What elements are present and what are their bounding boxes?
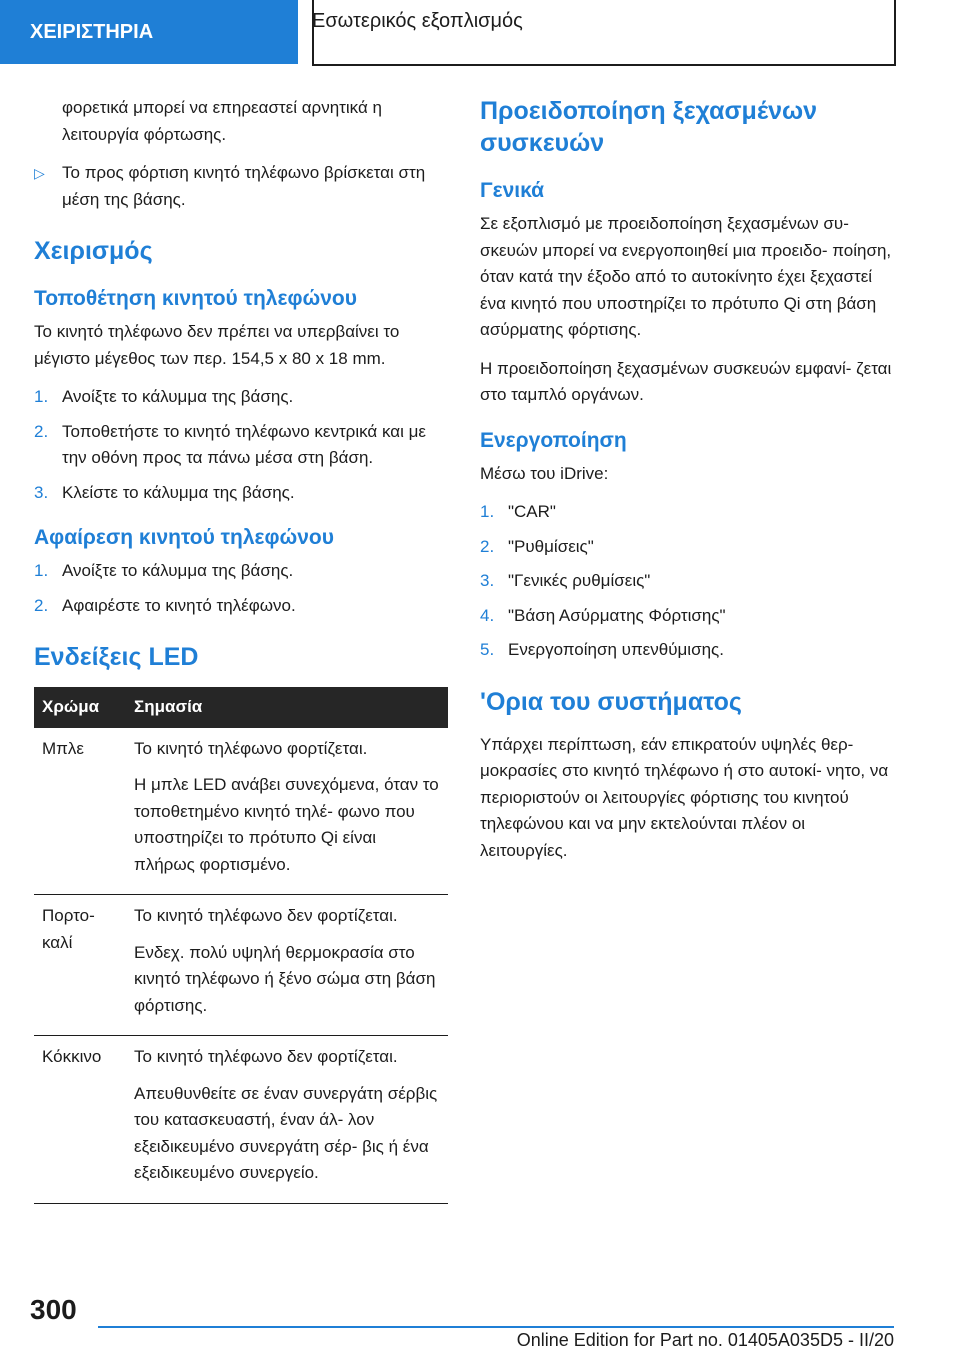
list-item — [34, 419, 448, 472]
heading-activation: Ενεργοποίηση — [480, 428, 627, 452]
heading-forgotten-devices: Προειδοποίηση ξεχασμένων συσκευών — [480, 97, 818, 157]
intro-continuation: φορετικά μπορεί να επηρεαστεί αρνητικά η λειτουργία φόρτωσης. — [62, 98, 382, 144]
general-paragraph-1: Σε εξοπλισμό με προειδοποίηση ξεχασμένων συ- σκευών μπορεί να ενεργοποιηθεί μια προειδο- ποίηση, όταν κατά την έξοδο από το αυτοκίνητο έχει ξεχαστεί ένα κινητό που υποστηρίζει το πρότυπο Qi στη βάση ασύρματης φόρτισης. — [480, 214, 892, 339]
limits-text: Υπάρχει περίπτωση, εάν επικρατούν υψηλές θερ- μοκρασίες στο κινητό τηλέφωνο ή στο αυτοκί- νητο, να περιοριστούν οι λειτουργίες φόρτισης του κινητού τηλεφώνου και να μην εκτελούνται πλέον οι λειτουργίες. — [480, 734, 889, 860]
step-text: "Ρυθμίσεις" — [508, 536, 594, 556]
cell-color: Κόκκινο — [34, 1036, 126, 1204]
step-number: 3. — [480, 571, 495, 590]
table-row — [34, 895, 448, 1036]
list-item — [34, 384, 448, 411]
step-number: 2. — [480, 536, 495, 556]
meaning-line: Ενδεχ. πολύ υψηλή θερμοκρασία στο κινητό τηλέφωνο ή ξένο σώμα στη βάση φόρτισης. — [134, 942, 436, 1015]
meaning-line: Το κινητό τηλέφωνο δεν φορτίζεται. — [134, 1047, 398, 1066]
table-row — [34, 1036, 448, 1204]
step-text: Κλείστε το κάλυμμα της βάσης. — [62, 482, 295, 502]
list-item — [480, 568, 894, 595]
meaning-line: Το κινητό τηλέφωνο φορτίζεται. — [134, 738, 368, 758]
step-text: Αφαιρέστε το κινητό τηλέφωνο. — [62, 595, 296, 615]
step-number: 1. — [480, 502, 495, 521]
meaning-line: Η μπλε LED ανάβει συνεχόμενα, όταν το τοποθετημένο κινητό τηλέ- φωνο που υποστηρίζει το πρότυπο Qi είναι πλήρως φορτισμένο. — [134, 775, 439, 874]
step-number: 5. — [480, 640, 495, 659]
list-item — [480, 534, 894, 561]
step-number: 2. — [34, 421, 49, 441]
bullet-item — [34, 160, 448, 213]
activation-steps — [480, 499, 894, 664]
list-item — [34, 593, 448, 620]
column-header-meaning: Σημασία — [126, 687, 448, 728]
step-number: 2. — [34, 595, 49, 615]
cell-color: Πορτο- καλί — [34, 895, 126, 1036]
heading-remove-phone: Αφαίρεση κινητού τηλεφώνου — [34, 526, 334, 549]
heading-system-limits: 'Ορια του συστήματος — [480, 687, 742, 716]
step-text: Ενεργοποίηση υπενθύμισης. — [508, 640, 724, 659]
heading-place-phone: Τοποθέτηση κινητού τηλεφώνου — [34, 287, 357, 310]
heading-operation: Χειρισμός — [34, 237, 153, 265]
led-table — [34, 687, 448, 1204]
step-text: "Βάση Ασύρματης Φόρτισης" — [508, 605, 726, 625]
cell-color: Μπλε — [34, 728, 126, 895]
list-item — [34, 558, 448, 585]
step-number: 4. — [480, 605, 495, 625]
edition-note: Online Edition for Part no. 01405A035D5 - II/20 — [516, 1330, 894, 1350]
step-text: Τοποθετήστε το κινητό τηλέφωνο κεντρικά και με την οθόνη προς τα πάνω μέσα στη βάση. — [62, 421, 426, 467]
place-steps — [34, 384, 448, 506]
table-row — [34, 728, 448, 895]
triangle-bullet-icon: ▷ — [34, 165, 45, 181]
step-text: Ανοίξτε το κάλυμμα της βάσης. — [62, 561, 294, 580]
chapter-tab — [0, 0, 298, 64]
place-text: Το κινητό τηλέφωνο δεν πρέπει να υπερβαίνει το μέγιστο μέγεθος των περ. 154,5 x 80 x 18 mm. — [34, 322, 400, 368]
list-item — [34, 480, 448, 507]
page-number: 300 — [30, 1294, 77, 1325]
meaning-line: Απευθυνθείτε σε έναν συνεργάτη σέρβις του κατασκευαστή, έναν άλ- λον εξειδικευμένο συνεργάτη σέρ- βις ή ένα εξειδικευμένο συνεργείο. — [134, 1083, 438, 1182]
cell-meaning — [126, 1036, 448, 1204]
step-number: 1. — [34, 387, 49, 406]
table-header-row — [34, 687, 448, 728]
list-item — [480, 499, 894, 526]
general-paragraph-2: Η προειδοποίηση ξεχασμένων συσκευών εμφανί- ζεται στο ταμπλό οργάνων. — [480, 358, 892, 404]
cell-meaning — [126, 895, 448, 1036]
cell-meaning — [126, 728, 448, 895]
step-text: "Γενικές ρυθμίσεις" — [508, 571, 651, 590]
column-header-color: Χρώμα — [34, 687, 126, 728]
footer-rule — [98, 1326, 894, 1328]
meaning-line: Το κινητό τηλέφωνο δεν φορτίζεται. — [134, 906, 398, 925]
right-column — [480, 95, 894, 876]
step-number: 1. — [34, 561, 49, 580]
step-text: "CAR" — [508, 502, 556, 521]
bullet-text: Το προς φόρτιση κινητό τηλέφωνο βρίσκεται στη μέση της βάσης. — [62, 163, 426, 209]
header-underline — [312, 64, 896, 66]
header-divider-right — [894, 0, 896, 64]
step-number: 3. — [34, 482, 49, 502]
remove-steps — [34, 558, 448, 619]
activation-intro: Μέσω του iDrive: — [480, 463, 609, 483]
heading-general: Γενικά — [480, 179, 545, 202]
heading-led-indicators: Ενδείξεις LED — [34, 643, 199, 671]
chapter-tab-label: ΧΕΙΡΙΣΤΗΡΙΑ — [30, 20, 154, 43]
left-column — [34, 95, 448, 1204]
step-text: Ανοίξτε το κάλυμμα της βάσης. — [62, 387, 294, 406]
list-item — [480, 603, 894, 630]
list-item — [480, 637, 894, 664]
section-title: Εσωτερικός εξοπλισμός — [312, 10, 523, 32]
